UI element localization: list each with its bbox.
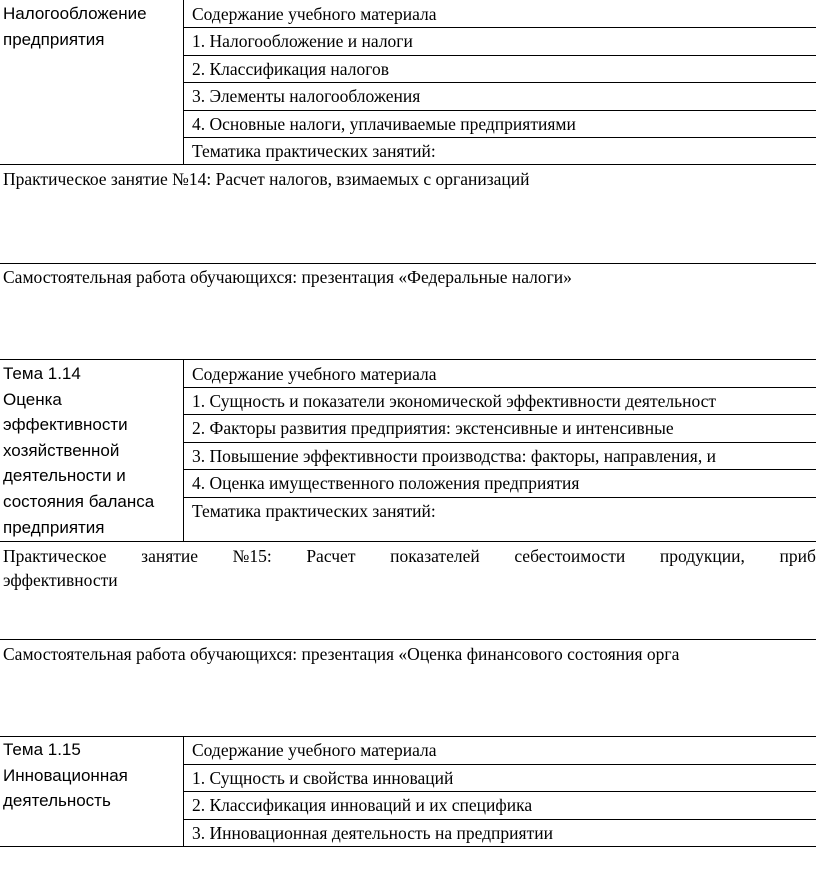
section-title [3,1,147,52]
section-title [3,737,128,814]
independent-work: Самостоятельная работа обучающихся: презентация «Федеральные налоги» [3,267,572,287]
content-item: 3. Инновационная деятельность на предприятии [192,823,553,843]
practical-lesson-continuation: эффективности [3,570,118,590]
section-title-line: хозяйственной [3,440,120,460]
section-title-line: Тема 1.15 [3,740,81,759]
content-header: Содержание учебного материала [192,740,437,760]
section-title-line: эффективности [3,415,128,435]
section-title [3,361,154,540]
independent-work: Самостоятельная работа обучающихся: презентация «Оценка финансового состояния орга [3,644,680,664]
section-title-line: состояния баланса [3,491,155,511]
content-item: 2. Классификация налогов [192,59,389,79]
practical-topics-header: Тематика практических занятий: [192,501,436,521]
practical-lesson-word: продукции, [659,546,745,566]
block2-top-line [0,359,816,360]
content-item: 3. Повышение эффективности производства: факторы, направления, и [192,446,716,466]
practical-lesson: Практическое занятие №14: Расчет налогов, взимаемых с организаций [3,169,530,189]
content-item: 4. Оценка имущественного положения предприятия [192,473,580,493]
content-header: Содержание учебного материала [192,364,437,384]
section-title-line: деятельность [3,791,111,811]
section-title-line: Налогообложение [3,4,147,23]
content-item: 2. Факторы развития предприятия: экстенсивные и интенсивные [192,418,674,438]
section-title-line: деятельности и [3,466,126,486]
practical-lesson-word: занятие [141,546,199,566]
content-item: 1. Сущность и свойства инноваций [192,768,454,788]
content-item: 4. Основные налоги, уплачиваемые предприятиями [192,114,576,134]
practical-lesson [3,543,816,569]
content-item: 1. Сущность и показатели экономической эффективности деятельност [192,391,717,411]
content-item: 2. Классификация инноваций и их специфика [192,795,533,815]
separator-line [0,639,816,640]
section-title-line: Инновационная [3,765,128,785]
block2-bottom-line [0,541,816,542]
block3-bottom-line [0,846,816,847]
practical-lesson-word: показателей [390,546,480,566]
section-title-line: Оценка [3,389,62,409]
practical-lesson-word: приб [779,546,816,566]
content-item: 1. Налогообложение и налоги [192,31,413,51]
practical-lesson-word: Расчет [306,546,356,566]
practical-lesson-word: Практическое [3,546,107,566]
section-title-line: предприятия [3,29,105,49]
practical-topics-header: Тематика практических занятий: [192,141,436,161]
practical-lesson-word: №15: [232,546,272,566]
section-title-line: предприятия [3,517,105,537]
block1-bottom-line [0,164,816,165]
content-header: Содержание учебного материала [192,4,437,24]
content-item: 3. Элементы налогообложения [192,86,421,106]
section-title-line: Тема 1.14 [3,364,81,383]
practical-lesson-word: себестоимости [514,546,626,566]
